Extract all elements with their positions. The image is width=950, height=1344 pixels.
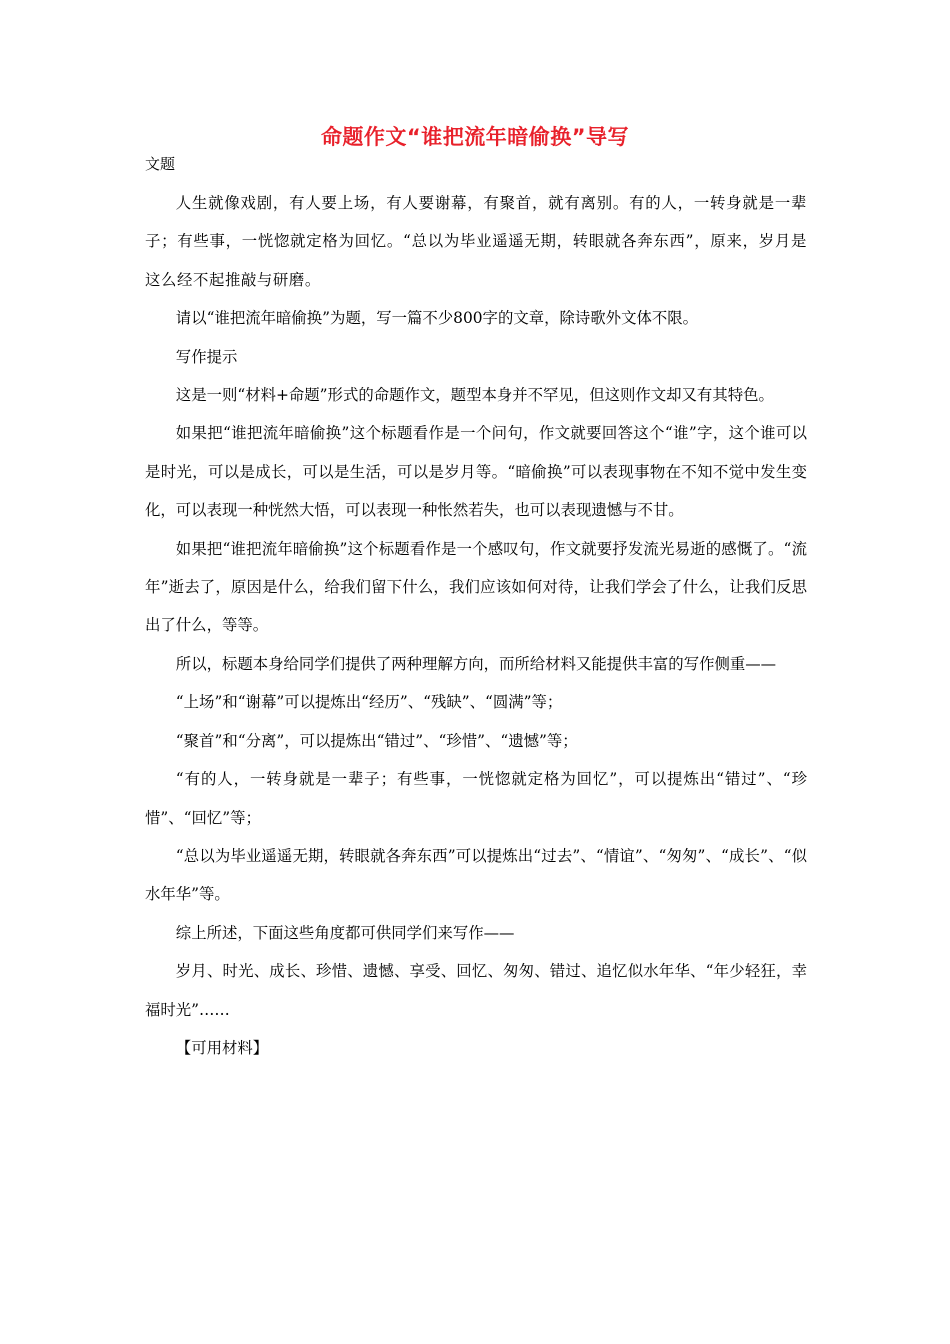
- paragraph: 请以“谁把流年暗偷换”为题，写一篇不少800字的文章，除诗歌外文体不限。: [175, 309, 699, 328]
- document-title: 命题作文“谁把流年暗偷换”导写: [320, 125, 630, 149]
- subheading: 写作提示: [175, 347, 238, 366]
- paragraph: 综上所述，下面这些角度都可供同学们来写作——: [175, 923, 515, 942]
- paragraph: 人生就像戏剧，有人要上场，有人要谢幕，有聚首，就有离别。有的人，一转身就是一辈子；有些事，一恍惚就定格为回忆。“总以为毕业遥遥无期，转眼就各奔东西”，原来，岁月是这么经不起推敲与研磨。: [145, 194, 807, 289]
- paragraph: 如果把“谁把流年暗偷换”这个标题看作是一个感叹句，作文就要抒发流光易逝的感慨了。“流年”逝去了，原因是什么，给我们留下什么，我们应该如何对待，让我们学会了什么，让我们反思出了什么，等等。: [145, 539, 807, 635]
- subheading: 【可用材料】: [175, 1038, 269, 1057]
- paragraph: “聚首”和“分离”，可以提炼出“错过”、“珍惜”、“遗憾”等；: [175, 731, 578, 750]
- paragraph: “有的人，一转身就是一辈子；有些事，一恍惚就定格为回忆”，可以提炼出“错过”、“珍惜”、“回忆”等；: [145, 770, 807, 827]
- paragraph: 如果把“谁把流年暗偷换”这个标题看作是一个问句，作文就要回答这个“谁”字，这个谁可以是时光，可以是成长，可以是生活，可以是岁月等。“暗偷换”可以表现事物在不知不觉中发生变化，可以表现一种恍然大悟，可以表现一种怅然若失，也可以表现遗憾与不甘。: [145, 424, 807, 520]
- document-body: [145, 184, 807, 1067]
- section-heading: 文题: [145, 155, 176, 173]
- paragraph: “上场”和“谢幕”可以提炼出“经历”、“残缺”、“圆满”等；: [175, 693, 563, 712]
- paragraph: 这是一则“材料+命题”形式的命题作文，题型本身并不罕见，但这则作文却又有其特色。: [175, 386, 774, 405]
- paragraph: “总以为毕业遥遥无期，转眼就各奔东西”可以提炼出“过去”、“情谊”、“匆匆”、“成长”、“似水年华”等。: [145, 846, 807, 904]
- paragraph: 岁月、时光、成长、珍惜、遗憾、享受、回忆、匆匆、错过、追忆似水年华、“年少轻狂，幸福时光”……: [145, 962, 807, 1019]
- paragraph: 所以，标题本身给同学们提供了两种理解方向，而所给材料又能提供丰富的写作侧重——: [175, 654, 777, 673]
